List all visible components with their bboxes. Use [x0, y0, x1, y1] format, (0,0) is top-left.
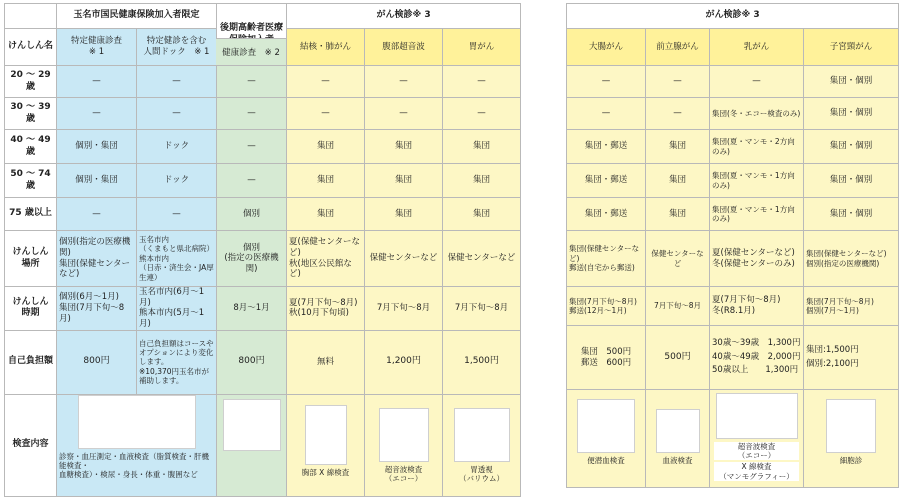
table-row [567, 98, 899, 130]
cell: 7月下旬～8月 [443, 287, 521, 331]
cell: — [217, 66, 287, 98]
cell: ドック [137, 130, 217, 164]
row-label-content: 検査内容 [5, 394, 57, 496]
cell: 集団 [365, 164, 443, 198]
cell-content-nyu [710, 390, 804, 488]
cell: 個別・集団 [57, 130, 137, 164]
cell-content-fukubu [365, 394, 443, 496]
col-kouki-text: 健康診査 ※ 2 [222, 48, 280, 58]
table-row [567, 164, 899, 198]
caption: 超音波検査 （エコー） [714, 442, 799, 461]
col-dock: 特定健診を含む 人間ドック ※ 1 [137, 29, 217, 66]
cell: — [57, 98, 137, 130]
cell: 集団(夏・マンモ・1方向のみ) [710, 198, 804, 231]
cell: — [287, 98, 365, 130]
cell: ドック [137, 164, 217, 198]
cell: 集団(夏・マンモ・2方向のみ) [710, 130, 804, 164]
cell: 保健センターなど [365, 231, 443, 287]
cell: 集団 [443, 164, 521, 198]
cell-content-kekkaku [287, 394, 365, 496]
checkup-table-right [566, 3, 899, 488]
cell: 集団・個別 [804, 164, 899, 198]
row-label-place: けんしん 場所 [5, 231, 57, 287]
row-label-age-30: 30 ～ 39 歳 [5, 98, 57, 130]
cell: — [57, 66, 137, 98]
corner-cell [5, 4, 57, 29]
checkup-table-left-body [4, 65, 521, 497]
cell: 集団 [365, 130, 443, 164]
col-daicho: 大腸がん [567, 29, 646, 66]
row-label-age-20: 20 ～ 29 歳 [5, 66, 57, 98]
col-igan: 胃がん [443, 29, 521, 66]
cell: 個別 [217, 198, 287, 231]
cell: 集団:1,500円 個別:2,100円 [804, 326, 899, 390]
cell: 集団 [646, 130, 710, 164]
row-label-cost: 自己負担額 [5, 330, 57, 394]
table-row [5, 198, 521, 231]
col-zenritsu: 前立腺がん [646, 29, 710, 66]
table-row [567, 326, 899, 390]
cell: 500円 [646, 326, 710, 390]
cell: 集団・郵送 [567, 198, 646, 231]
kouki-header-text: 後期高齢者医療 [220, 23, 284, 34]
cell: — [217, 130, 287, 164]
cell: 集団 [646, 164, 710, 198]
table-gap [520, 3, 566, 495]
cell-content-kokuho [57, 394, 217, 496]
cell: 集団 [646, 198, 710, 231]
row-label-period: けんしん 時期 [5, 287, 57, 331]
cell-content-daicho [567, 390, 646, 488]
cell: — [137, 98, 217, 130]
cell: 集団 [287, 164, 365, 198]
table-row [567, 287, 899, 326]
cell: 集団・郵送 [567, 130, 646, 164]
cell: — [57, 198, 137, 231]
caption: X 線検査 （マンモグラフィー） [714, 462, 799, 481]
cell: 無料 [287, 330, 365, 394]
cell: 個別(6月～1月) 集団(7月下旬～8月) [57, 287, 137, 331]
gan-header-left: がん検診※ 3 [287, 4, 521, 29]
cell: 1,500円 [443, 330, 521, 394]
cell: 1,200円 [365, 330, 443, 394]
cell: — [137, 66, 217, 98]
cell: 集団(保健センターなど) 郵送(自宅から郵送) [567, 231, 646, 287]
cell: 集団(冬・エコー検査のみ) [710, 98, 804, 130]
cell-content-kouki [217, 394, 287, 496]
col-fukubu: 腹部超音波 [365, 29, 443, 66]
cell: — [443, 66, 521, 98]
table-row [5, 231, 521, 287]
cell: 玉名市内 （くまもと県北病院） 熊本市内 （日赤・済生会・JA厚生連） [137, 231, 217, 287]
cell: — [365, 66, 443, 98]
kokuho-header: 玉名市国民健康保険加入者限定 [57, 4, 217, 29]
cell: 個別 (指定の医療機関) [217, 231, 287, 287]
cell: 800円 [217, 330, 287, 394]
row-label-name: けんしん名 [5, 29, 57, 66]
cell: — [217, 98, 287, 130]
exam-illustration-barium [454, 408, 510, 462]
cell: 集団・個別 [804, 130, 899, 164]
col-tokutei: 特定健康診査 ※ 1 [57, 29, 137, 66]
cell: 個別・集団 [57, 164, 137, 198]
exam-illustration-stool [577, 399, 635, 453]
cell: 夏(保健センターなど) 冬(保健センターのみ) [710, 231, 804, 287]
cell: 集団 [443, 198, 521, 231]
caption: 胸部 X 線検査 [301, 468, 350, 478]
cell: 集団(夏・マンモ・1方向のみ) [710, 164, 804, 198]
cell: 自己負担額はコースやオプションにより変化します。 ※10,370円玉名市が補助します。 [137, 330, 217, 394]
cell: — [646, 66, 710, 98]
table-row [5, 130, 521, 164]
cell: 玉名市内(6月～1月) 熊本市内(5月～1月) [137, 287, 217, 331]
table-row [5, 164, 521, 198]
cell: 800円 [57, 330, 137, 394]
table-row [5, 66, 521, 98]
cell: 集団(7月下旬～8月) 個別(7月～1月) [804, 287, 899, 326]
row-label-age-40: 40 ～ 49 歳 [5, 130, 57, 164]
col-nyu: 乳がん [710, 29, 804, 66]
cell: — [217, 164, 287, 198]
table-row [567, 66, 899, 98]
cell: 個別(指定の医療機関) 集団(保健センターなど) [57, 231, 137, 287]
caption: 細胞診 [839, 455, 863, 465]
cell: 集団 500円 郵送 600円 [567, 326, 646, 390]
exam-illustration-mammo [716, 393, 798, 439]
table-row [567, 198, 899, 231]
cell: 7月下旬～8月 [365, 287, 443, 331]
cell: 夏(7月下旬～8月) 冬(R8.1月) [710, 287, 804, 326]
table-row [567, 231, 899, 287]
cell: — [646, 98, 710, 130]
cell-content-igan [443, 394, 521, 496]
cell: 集団 [365, 198, 443, 231]
exam-illustration-blood [656, 409, 700, 453]
caption: 胃透視 （バリウム） [459, 464, 504, 484]
cell: — [443, 98, 521, 130]
cell: 集団・個別 [804, 198, 899, 231]
table-row [567, 390, 899, 488]
cell: 集団・個別 [804, 98, 899, 130]
caption: 血液検査 [662, 455, 693, 465]
cell: 集団(保健センターなど) 個別(指定の医療機関) [804, 231, 899, 287]
cell: 集団・個別 [804, 66, 899, 98]
caption: 便潜血検査 [587, 455, 625, 465]
cell: — [567, 98, 646, 130]
row-label-age-50: 50 ～ 74 歳 [5, 164, 57, 198]
cell: 8月～1月 [217, 287, 287, 331]
cell: — [710, 66, 804, 98]
row-label-age-75: 75 歳以上 [5, 198, 57, 231]
table-row [5, 98, 521, 130]
cell: 集団 [443, 130, 521, 164]
exam-illustration-kokuho [78, 395, 196, 449]
table-row [567, 130, 899, 164]
caption: 診察・血圧測定・血液検査（脂質検査・肝機能検査・ 血糖検査）・検尿・身長・体重・腹囲など [59, 451, 209, 480]
cell-content-zenritsu [646, 390, 710, 488]
caption: 超音波検査 （エコー） [384, 464, 423, 484]
cell: — [137, 198, 217, 231]
col-shikyu: 子宮頸がん [804, 29, 899, 66]
cell: 保健センターなど [443, 231, 521, 287]
cell-content-shikyu [804, 390, 899, 488]
table-row [5, 330, 521, 394]
gan-header-right: がん検診※ 3 [567, 4, 899, 29]
cell: 集団 [287, 198, 365, 231]
cell: — [365, 98, 443, 130]
table-row [5, 287, 521, 331]
cell: 集団 [287, 130, 365, 164]
cell: — [287, 66, 365, 98]
cell: 集団・郵送 [567, 164, 646, 198]
col-kouki [216, 38, 286, 65]
cell: 30歳～39歳 1,300円 40歳～49歳 2,000円 50歳以上 1,300円 [710, 326, 804, 390]
cell: 保健センターなど [646, 231, 710, 287]
cell: 夏(7月下旬～8月) 秋(10月下旬頃) [287, 287, 365, 331]
exam-illustration-kouki [223, 399, 281, 451]
exam-illustration-cytology [826, 399, 876, 453]
exam-illustration-xray [305, 405, 347, 465]
col-kekkaku: 結核・肺がん [287, 29, 365, 66]
table-row [5, 394, 521, 496]
exam-illustration-ultrasound [379, 408, 429, 462]
cell: 夏(保健センターなど) 秋(地区公民館など) [287, 231, 365, 287]
cell: — [567, 66, 646, 98]
cell: 7月下旬～8月 [646, 287, 710, 326]
cell: 集団(7月下旬～8月) 郵送(12月～1月) [567, 287, 646, 326]
